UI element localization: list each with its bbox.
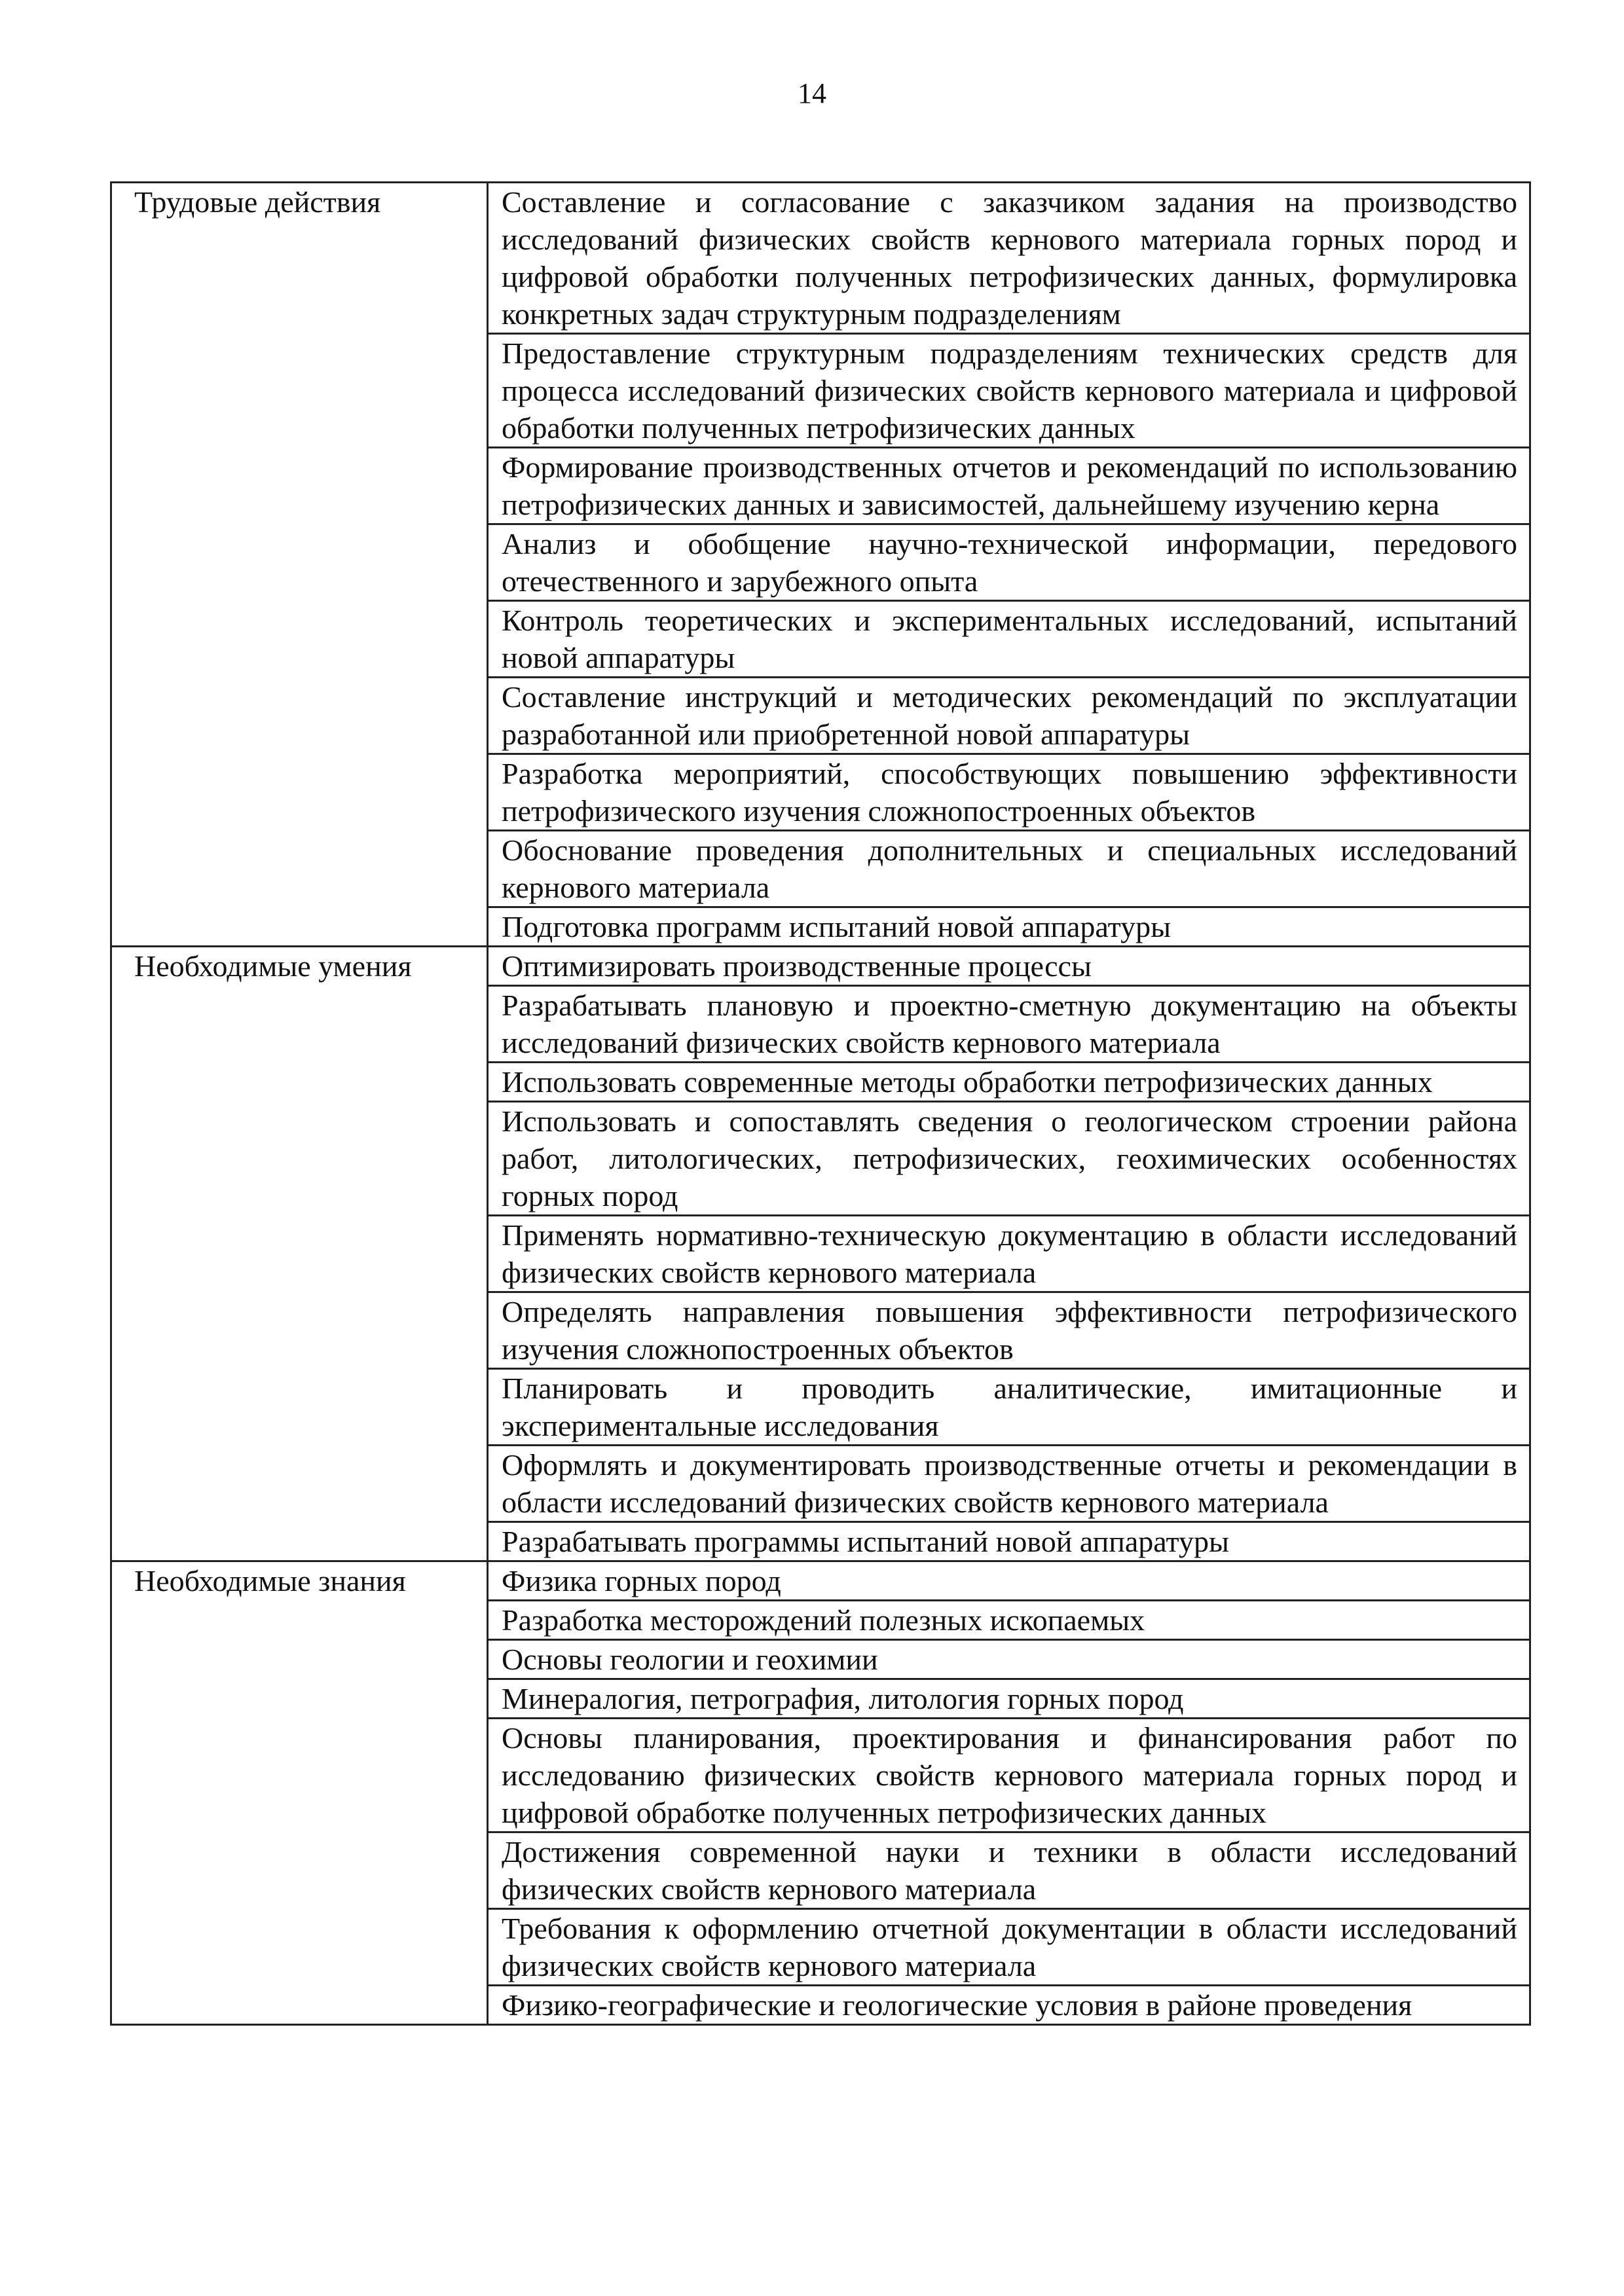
section-item: Разработка месторождений полезных ископаемых [488, 1601, 1530, 1640]
section-item: Основы планирования, проектирования и финансирования работ по исследованию физических свойств кернового материала горных пород и цифровой обработке полученных петрофизических данных [488, 1719, 1530, 1832]
section-item: Физика горных пород [488, 1561, 1530, 1601]
section-item: Составление и согласование с заказчиком задания на производство исследований физических свойств кернового материала горных пород и цифровой обработки полученных петрофизических данных, формулировка конкретных задач структурным подразделениям [488, 183, 1530, 334]
section-item: Оптимизировать производственные процессы [488, 947, 1530, 986]
section-item: Подготовка программ испытаний новой аппаратуры [488, 907, 1530, 947]
section-label: Необходимые знания [111, 1561, 488, 2025]
section-item: Планировать и проводить аналитические, имитационные и экспериментальные исследования [488, 1369, 1530, 1446]
page-number: 14 [798, 77, 826, 109]
section-item: Разработка мероприятий, способствующих повышению эффективности петрофизического изучения сложнопостроенных объектов [488, 754, 1530, 831]
section-item: Составление инструкций и методических рекомендаций по эксплуатации разработанной или приобретенной новой аппаратуры [488, 678, 1530, 754]
section-item: Разрабатывать плановую и проектно-сметную документацию на объекты исследований физических свойств кернового материала [488, 986, 1530, 1063]
section-item: Достижения современной науки и техники в области исследований физических свойств кернового материала [488, 1832, 1530, 1909]
section-item: Предоставление структурным подразделениям технических средств для процесса исследований физических свойств кернового материала и цифровой обработки полученных петрофизических данных [488, 334, 1530, 448]
section-item: Определять направления повышения эффективности петрофизического изучения сложнопостроенных объектов [488, 1292, 1530, 1369]
section-item: Использовать и сопоставлять сведения о геологическом строении района работ, литологических, петрофизических, геохимических особенностях горных пород [488, 1102, 1530, 1216]
section-item: Оформлять и документировать производственные отчеты и рекомендации в области исследований физических свойств кернового материала [488, 1446, 1530, 1522]
section-item: Анализ и обобщение научно-технической информации, передового отечественного и зарубежного опыта [488, 524, 1530, 601]
table-row [111, 1561, 1530, 1601]
section-item: Физико-географические и геологические условия в районе проведения [488, 1986, 1530, 2025]
section-item: Контроль теоретических и экспериментальных исследований, испытаний новой аппаратуры [488, 601, 1530, 678]
section-item: Основы геологии и геохимии [488, 1640, 1530, 1679]
section-item: Обоснование проведения дополнительных и специальных исследований кернового материала [488, 831, 1530, 907]
section-item: Разрабатывать программы испытаний новой аппаратуры [488, 1522, 1530, 1561]
section-label: Необходимые умения [111, 947, 488, 1561]
section-item: Использовать современные методы обработки петрофизических данных [488, 1063, 1530, 1102]
section-item: Минералогия, петрография, литология горных пород [488, 1679, 1530, 1719]
table-row [111, 183, 1530, 334]
section-item: Применять нормативно-техническую документацию в области исследований физических свойств кернового материала [488, 1216, 1530, 1292]
section-item: Формирование производственных отчетов и рекомендаций по использованию петрофизических данных и зависимостей, дальнейшему изучению керна [488, 448, 1530, 524]
section-label: Трудовые действия [111, 183, 488, 947]
table-row [111, 947, 1530, 986]
section-item: Требования к оформлению отчетной документации в области исследований физических свойств кернового материала [488, 1909, 1530, 1986]
competency-table [110, 181, 1531, 2026]
table-body [111, 183, 1530, 2025]
